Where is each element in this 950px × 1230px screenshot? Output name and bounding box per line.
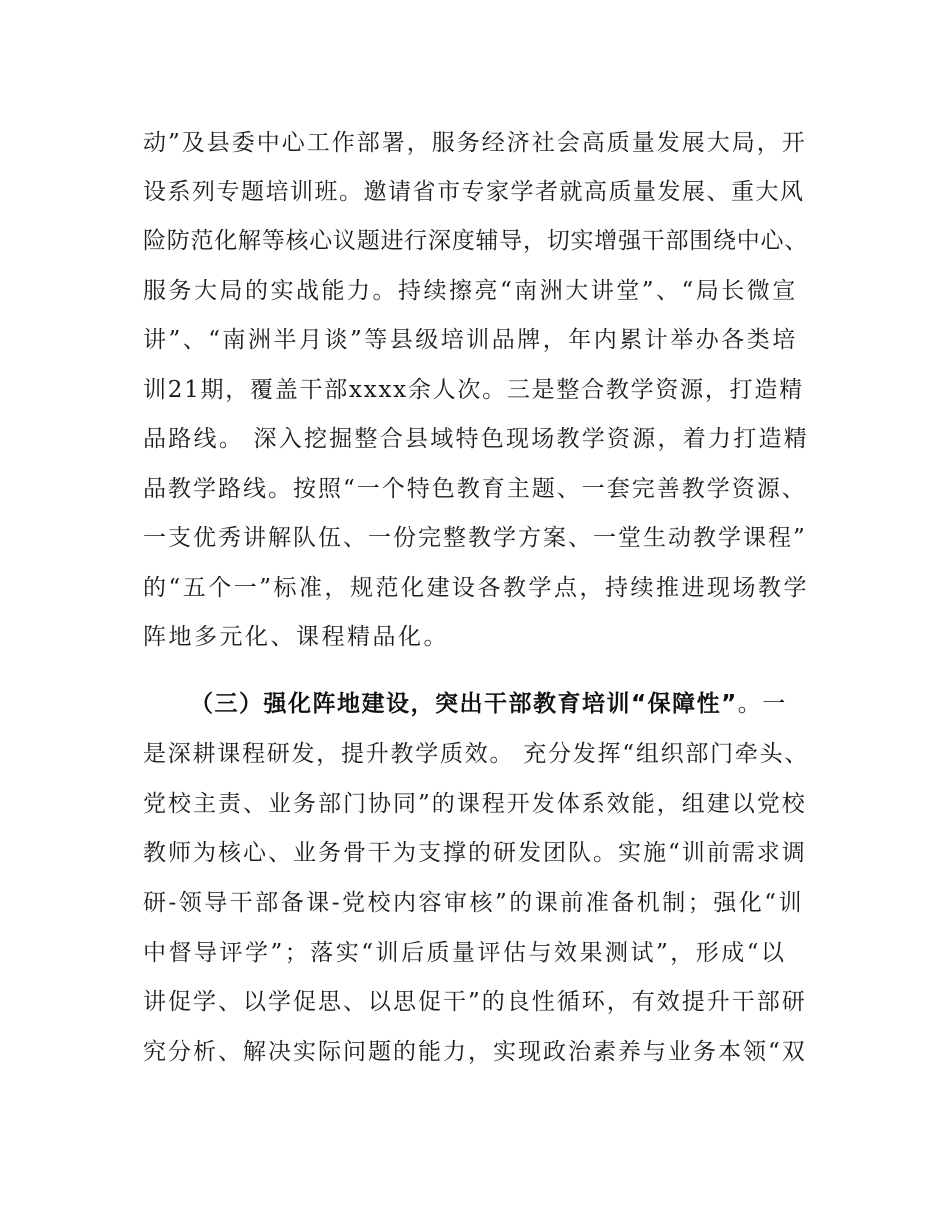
section-heading-title: （三）强化阵地建设，突出干部教育培训“保障性” <box>190 691 738 717</box>
paragraph-line: 险防范化解等核心议题进行深度辅导，切实增强干部围绕中心、 <box>143 228 808 254</box>
paragraph-line: 服务大局的实战能力。持续擦亮“南洲大讲堂”、“局长微宣 <box>143 278 798 304</box>
paragraph-line: 设系列专题培训班。邀请省市专家学者就高质量发展、重大风 <box>143 179 805 205</box>
paragraph-line: 究分析、解决实际问题的能力，实现政治素养与业务本领“双 <box>143 1039 807 1065</box>
paragraph-line: 训21期，覆盖干部xxxx余人次。三是整合教学资源，打造精 <box>143 377 804 403</box>
paragraph-line: 研-领导干部备课-党校内容审核”的课前准备机制；强化“训 <box>143 890 805 916</box>
paragraph-line: 动”及县委中心工作部署，服务经济社会高质量发展大局，开 <box>143 130 807 156</box>
paragraph-line: 讲促学、以学促思、以思促干”的良性循环，有效提升干部研 <box>143 989 807 1015</box>
paragraph-line: 品教学路线。按照“一个特色教育主题、一套完善教学资源、 <box>143 476 807 502</box>
paragraph-line: 讲”、“南洲半月谈”等县级培训品牌，年内累计举办各类培 <box>143 327 798 353</box>
paragraph-line: 的“五个一”标准，规范化建设各教学点，持续推进现场教学 <box>143 575 810 601</box>
section-heading <box>190 689 787 719</box>
paragraph-line: 一支优秀讲解队伍、一份完整教学方案、一堂生动教学课程” <box>143 525 807 551</box>
section-heading-tail: 。一 <box>737 691 787 717</box>
paragraph-line: 中督导评学”；落实“训后质量评估与效果测试”，形成“以 <box>143 940 787 966</box>
paragraph-line: 教师为核心、业务骨干为支撑的研发团队。实施“训前需求调 <box>143 840 807 866</box>
paragraph-line: 是深耕课程研发，提升教学质效。 充分发挥“组织部门牵头、 <box>143 741 810 767</box>
paragraph-line: 阵地多元化、课程精品化。 <box>143 624 449 650</box>
paragraph-line: 品路线。 深入挖掘整合县域特色现场教学资源，着力打造精 <box>143 426 810 452</box>
paragraph-line: 党校主责、业务部门协同”的课程开发体系效能，组建以党校 <box>143 791 807 817</box>
